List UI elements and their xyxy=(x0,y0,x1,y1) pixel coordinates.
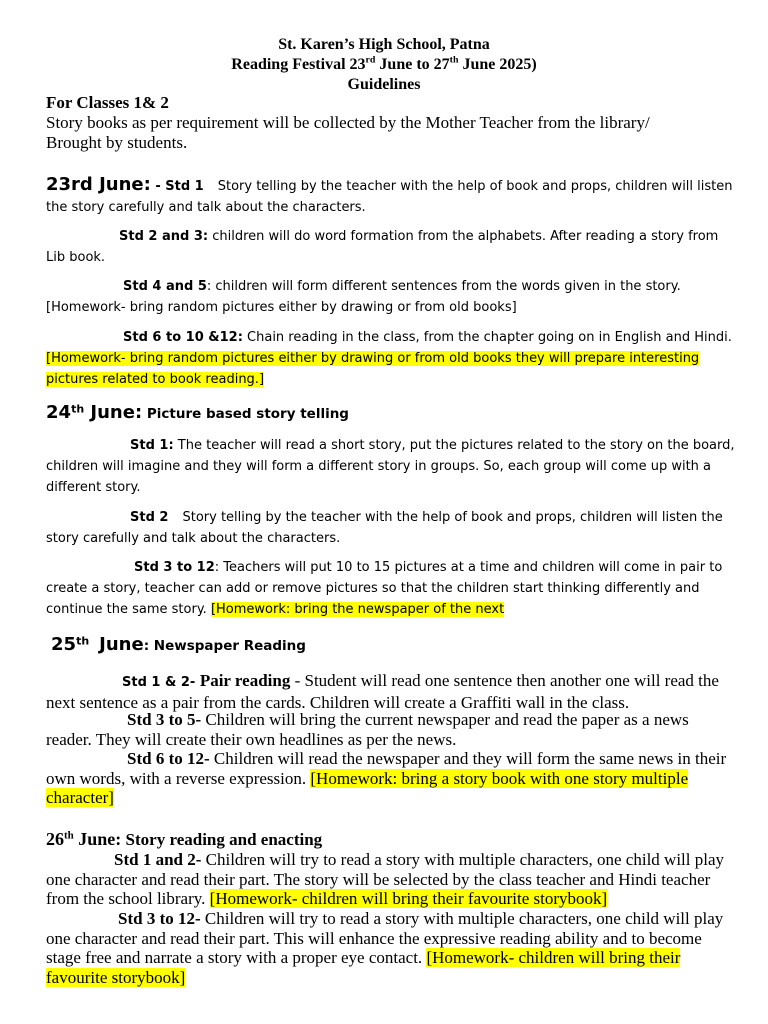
homework-highlight: [Homework- bring random pictures either by drawing or from old books they will prepare interesting pictures related to book reading.] xyxy=(46,351,700,387)
day24-std3-12: Std 3 to 12: Teachers will put 10 to 15 pictures at a time and children will come in pair to create a story, teacher can add or remove pictures so that the children start thinking differently and continue the same story. [Homework: bring the newspaper of the next xyxy=(46,560,723,617)
festival-title: Reading Festival 23rd June to 27th June 2025) xyxy=(231,54,537,73)
day23-std4-5: Std 4 and 5: children will form different sentences from the words given in the story. [Homework- bring random pictures either by drawing or from old books] xyxy=(46,276,736,318)
guidelines-heading: Guidelines xyxy=(347,76,421,93)
homework-highlight: [Homework- children will bring their favourite storybook] xyxy=(46,948,681,987)
intro-paragraph: Story books as per requirement will be collected by the Mother Teacher from the library/ Brought by students. xyxy=(46,113,650,152)
day23-date: 23rd June: xyxy=(46,174,151,195)
day26-std3-12: Std 3 to 12- Children will try to read a story with multiple characters, one child will play one character and read their part. This will enhance the expressive reading ability and to become stage free and narrate a story with a proper eye contact. [Homework- children will bring their favourite storybook] xyxy=(46,909,724,987)
day23-std6-10: Std 6 to 10 &12: Chain reading in the class, from the chapter going on in English and Hindi. [Homework- bring random pictures either by drawing or from old books they will prepare interesting pictures related to book reading.] xyxy=(46,330,732,387)
day24-std2: Std 2 Story telling by the teacher with the help of book and props, children will listen the story carefully and talk about the characters. xyxy=(46,510,723,546)
homework-note: [Homework- bring random pictures either by drawing or from old books] xyxy=(46,300,517,315)
day25-std6-12: Std 6 to 12- Children will read the newspaper and they will form the same news in their own words, with a reverse expression. [Homework: bring a story book with one story multiple character] xyxy=(46,749,727,807)
day25-std3-5: Std 3 to 5- Children will bring the current newspaper and read the paper as a news reader. They will create their own headlines as per the news. xyxy=(46,710,689,749)
classes-heading: For Classes 1& 2 xyxy=(46,93,169,112)
day25-heading: 25th June: Newspaper Reading xyxy=(51,634,306,655)
homework-highlight: [Homework: bring a story book with one story multiple character] xyxy=(46,768,689,807)
day26-heading: 26th June: Story reading and enacting xyxy=(46,829,323,849)
homework-highlight: [Homework: bring the newspaper of the next xyxy=(210,602,505,617)
day23-std2-3: Std 2 and 3: children will do word formation from the alphabets. After reading a story from Lib book. xyxy=(46,229,719,265)
day24-heading: 24th June: Picture based story telling xyxy=(46,402,349,423)
school-name: St. Karen’s High School, Patna xyxy=(278,36,490,53)
day24-std1: Std 1: The teacher will read a short story, put the pictures related to the story on the board, children will imagine and they will form a different story in groups. So, each group will come up with a different story. xyxy=(46,438,735,495)
day23-std1: 23rd June: - Std 1 Story telling by the teacher with the help of book and props, children will listen the story carefully and talk about the characters. xyxy=(46,174,733,215)
day26-std1-2: Std 1 and 2- Children will try to read a story with multiple characters, one child will play one character and read their part. The story will be selected by the class teacher and Hindi teacher from the school library. [Homework- children will bring their favourite storybook] xyxy=(46,850,725,908)
homework-highlight: [Homework- children will bring their favourite storybook] xyxy=(209,889,608,908)
day25-std1-2: Std 1 & 2- Pair reading - Student will read one sentence then another one will read the next sentence as a pair from the cards. Children will create a Graffiti wall in the class. xyxy=(46,671,719,712)
